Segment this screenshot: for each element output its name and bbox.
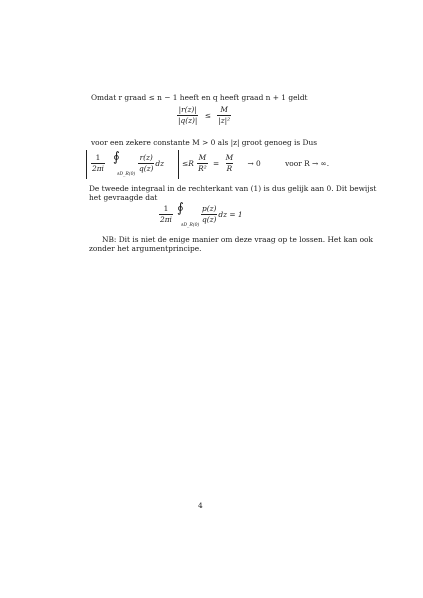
last-fraction <box>225 154 235 173</box>
paragraph-conclusion-line1: De tweede integraal in de rechterkant van (1) is dus gelijk aan 0. Dit bewijst <box>89 184 377 193</box>
integrand-fraction <box>138 154 154 173</box>
last-numerator: M <box>225 153 234 162</box>
prefactor-fraction <box>91 154 105 173</box>
page-number: 4 <box>198 501 203 510</box>
lhs-denominator: |q(z)| <box>178 116 198 125</box>
result-integral-domain: ∂D_R(0) <box>181 223 200 228</box>
leq-sign: ≤ <box>204 111 211 120</box>
limit-condition: voor R → ∞. <box>285 159 330 168</box>
rhs-denominator: |z|² <box>218 116 231 125</box>
paragraph-note-line1: NB: Dit is niet de enige manier om deze vraag op te lossen. Het kan ook <box>102 235 373 244</box>
last-denominator: R <box>226 164 233 173</box>
result-prefactor-numerator: 1 <box>163 204 169 213</box>
equals-sign: = <box>213 159 220 168</box>
paragraph-constant: voor een zekere constante M > 0 als |z| groot genoeg is Dus <box>91 138 318 147</box>
lhs-numerator: |r(z)| <box>178 105 197 114</box>
result-integrand-denominator: q(z) <box>202 215 217 224</box>
integral-domain: ∂D_R(0) <box>117 172 136 177</box>
abs-bar-right <box>178 150 179 179</box>
mid-numerator: M <box>198 153 207 162</box>
integrand-numerator: r(z) <box>139 153 153 162</box>
result-contour-integral-sign: ∮ <box>177 201 184 216</box>
differential-dz: dz <box>155 159 165 168</box>
mid-denominator: R² <box>198 164 207 173</box>
lhs-fraction <box>177 106 198 125</box>
result-prefactor-denominator: 2πi <box>160 215 172 224</box>
contour-integral-sign: ∮ <box>113 150 120 165</box>
prefactor-numerator: 1 <box>95 153 101 162</box>
leq-R: ≤R <box>182 159 194 168</box>
result-dz-equals-one: dz = 1 <box>218 210 243 219</box>
result-integrand-fraction <box>201 205 217 224</box>
paragraph-note-line2: zonder het argumentprincipe. <box>89 244 202 253</box>
result-integrand-numerator: p(z) <box>202 204 217 213</box>
rhs-fraction <box>217 106 231 125</box>
rhs-numerator: M <box>220 105 228 114</box>
prefactor-denominator: 2πi <box>92 164 104 173</box>
abs-bar-left <box>86 150 87 179</box>
inequality-bound <box>176 106 232 125</box>
integrand-denominator: q(z) <box>139 164 154 173</box>
paragraph-conclusion-line2: het gevraagde dat <box>89 193 158 202</box>
mid-fraction <box>197 154 208 173</box>
limit-arrow: → 0 <box>247 159 261 168</box>
result-prefactor-fraction <box>159 205 173 224</box>
paragraph-intro: Omdat r graad ≤ n − 1 heeft en q heeft graad n + 1 geldt <box>91 93 308 102</box>
